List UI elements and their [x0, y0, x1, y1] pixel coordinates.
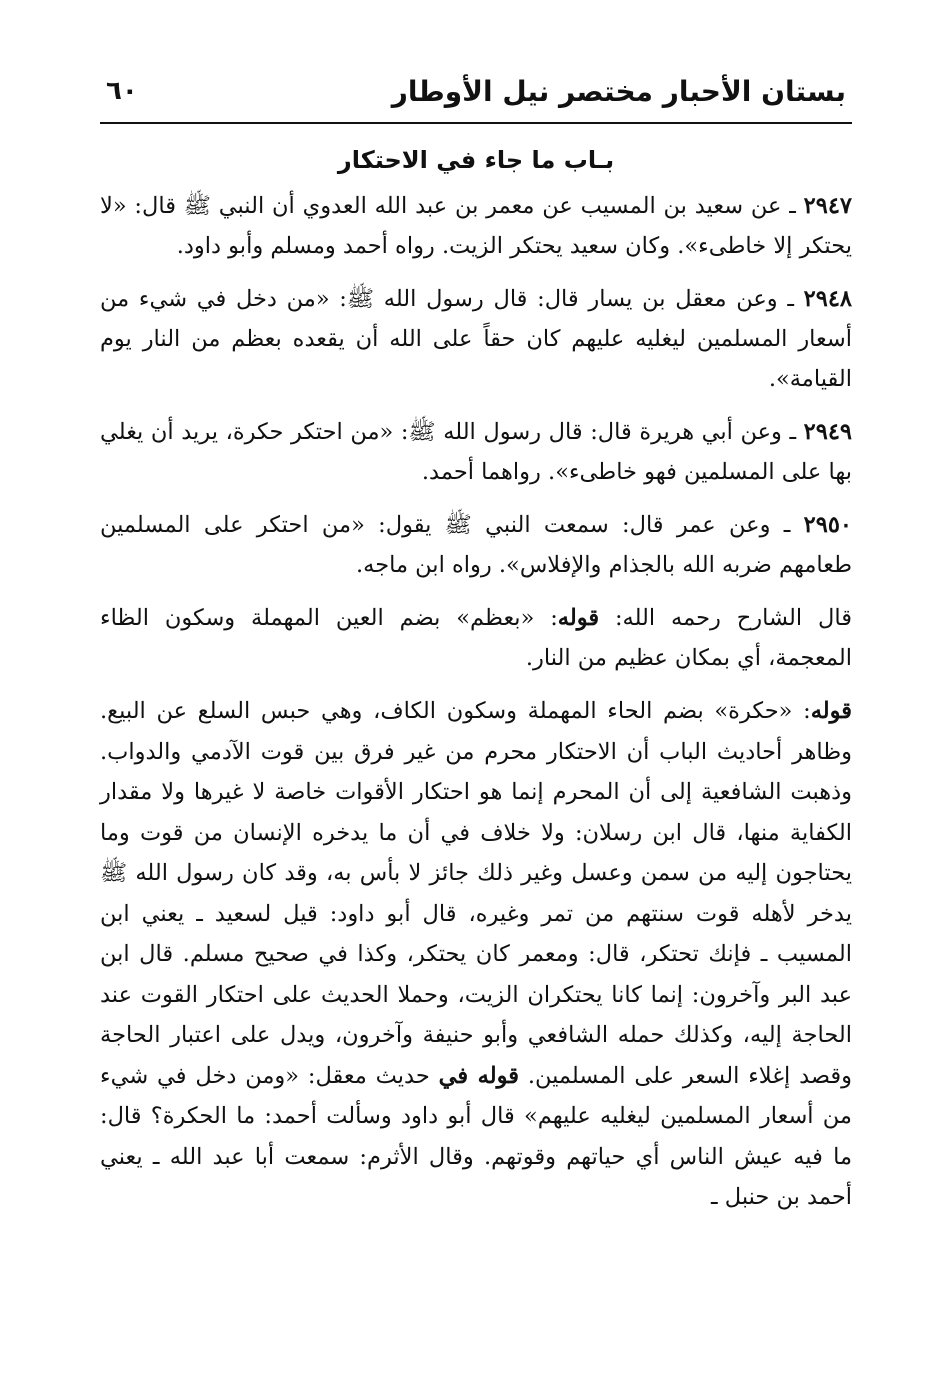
hadith-number: ٢٩٤٧ [803, 193, 852, 219]
hadith-number: ٢٩٥٠ [803, 512, 852, 538]
hadith-text: ـ عن سعيد بن المسيب عن معمر بن عبد الله العدوي أن النبي ﷺ قال: «لا يحتكر إلا خاطىء». وكان سعيد يحتكر الزيت. رواه أحمد ومسلم وأبو داود. [100, 193, 852, 259]
hadith-text: ـ وعن عمر قال: سمعت النبي ﷺ يقول: «من احتكر على المسلمين طعامهم ضربه الله بالجذام والإفلاس». رواه ابن ماجه. [100, 512, 852, 578]
commentary-keyword: قوله [557, 605, 600, 631]
commentary-text: : «حكرة» بضم الحاء المهملة وسكون الكاف، وهي حبس السلع عن البيع. وظاهر أحاديث الباب أن الاحتكار محرم من غير فرق بين قوت الآدمي والدواب. وذهبت الشافعية إلى أن المحرم إنما هو احتكار الأقوات خاصة لا غيرها ولا مقدار الكفاية منها، قال ابن رسلان: ولا خلاف في أن ما يدخره الإنسان من قوت وما يحتاجون إليه من سمن وعسل وغير ذلك جائز لا بأس به، وقد كان رسول الله ﷺ يدخر لأهله قوت سنتهم من تمر وغيره، قال أبو داود: قيل لسعيد ـ يعني ابن المسيب ـ فإنك تحتكر، قال: ومعمر كان يحتكر، وكذا في صحيح مسلم. قال ابن عبد البر وآخرون: إنما كانا يحتكران الزيت، وحملا الحديث على احتكار القوت عند الحاجة إليه، وكذلك حمله الشافعي وأبو حنيفة وآخرون، ويدل على اعتبار الحاجة وقصد إغلاء السعر على المسلمين. [100, 698, 853, 1089]
hadith-text: ـ وعن معقل بن يسار قال: قال رسول الله ﷺ: «من دخل في شيء من أسعار المسلمين ليغليه عليهم كان حقاً على الله أن يقعده بعظم من النار يوم القيامة». [100, 286, 852, 392]
commentary-main [100, 691, 852, 1218]
hadith-paragraph [100, 505, 852, 585]
book-page [100, 60, 852, 1350]
commentary-text: : «بعظم» بضم العين المهملة وسكون الظاء المعجمة، أي بمكان عظيم من النار. [100, 605, 852, 671]
hadith-paragraph [100, 279, 852, 399]
page-number: ٦٠ [106, 76, 138, 106]
book-title: بستان الأحبار مختصر نيل الأوطار [391, 74, 846, 108]
commentary-text: حديث معقل: «ومن دخل في شيء من أسعار المسلمين ليغليه عليهم» قال أبو داود وسألت أحمد: ما الحكرة؟ قال: ما فيه عيش الناس أي حياتهم وقوتهم. وقال الأثرم: سمعت أبا عبد الله ـ يعني أحمد بن حنبل ـ [100, 1062, 852, 1210]
hadith-number: ٢٩٤٨ [803, 286, 852, 312]
running-header [100, 60, 852, 124]
commentary-keyword: قوله [810, 698, 852, 724]
commentary-intro [100, 598, 852, 678]
hadith-paragraph [100, 186, 852, 266]
commentary-prefix: قال الشارح رحمه الله: [599, 605, 852, 631]
hadith-text: ـ وعن أبي هريرة قال: قال رسول الله ﷺ: «من احتكر حكرة، يريد أن يغلي بها على المسلمين فهو خاطىء». رواهما أحمد. [100, 419, 852, 485]
hadith-paragraph [100, 412, 852, 492]
hadith-number: ٢٩٤٩ [803, 419, 852, 445]
commentary-keyword: قوله في [438, 1062, 519, 1089]
chapter-title: بـاب ما جاء في الاحتكار [337, 146, 615, 174]
